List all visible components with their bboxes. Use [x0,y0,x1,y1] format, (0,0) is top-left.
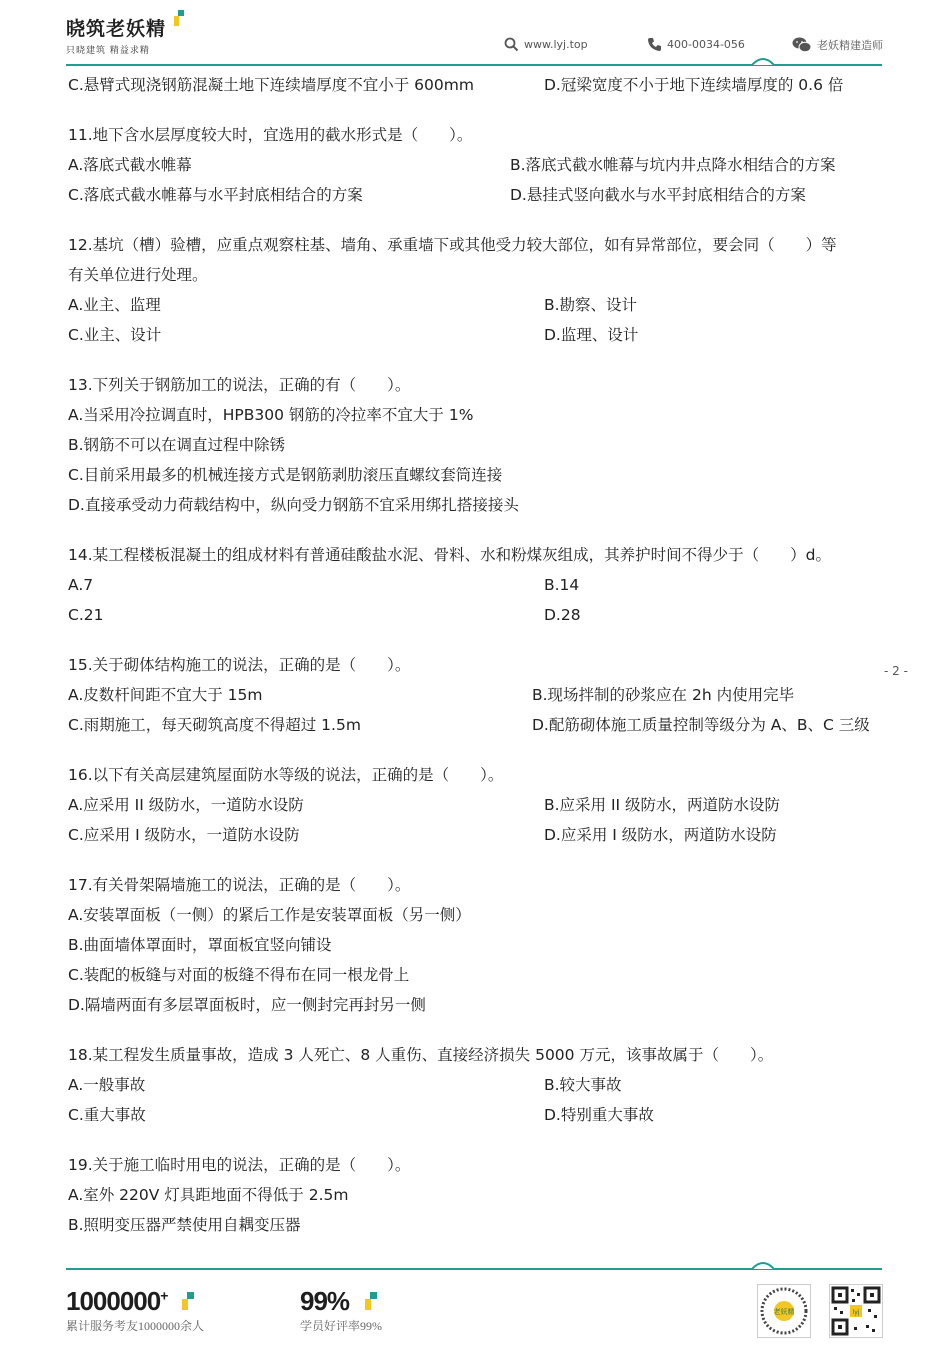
document-body [68,70,888,1240]
question-18 [68,1040,888,1130]
option-b: B.曲面墙体罩面时，罩面板宜竖向铺设 [68,936,332,954]
question-14 [68,540,888,630]
stat-users [66,1286,204,1334]
qr-logo-text: lyj [852,1309,860,1316]
option-c: C.装配的板缝与对面的板缝不得布在同一根龙骨上 [68,966,410,984]
options-grid [68,680,888,740]
flag-icon [174,10,184,26]
option-b: B.勘察、设计 [544,296,638,314]
option-a: A.室外 220V 灯具距地面不得低于 2.5m [68,1186,349,1204]
divider-notch [752,56,774,66]
phone-text: 400-0034-056 [667,38,745,51]
option-c: C.应采用 I 级防水，一道防水设防 [68,826,300,844]
mini-program-qr[interactable] [757,1284,811,1338]
option-d: D.悬挂式竖向截水与水平封底相结合的方案 [510,186,806,204]
option-c: C.雨期施工，每天砌筑高度不得超过 1.5m [68,716,361,734]
option-a: A.应采用 II 级防水，一道防水设防 [68,796,304,814]
question-text: 16.以下有关高层建筑屋面防水等级的说法，正确的是（ ）。 [68,766,504,784]
question-text: 14.某工程楼板混凝土的组成材料有普通硅酸盐水泥、骨料、水和粉煤灰组成，其养护时间不得少于（ ）d。 [68,546,831,564]
stat-value [66,1286,204,1317]
logo-title: 晓筑老妖精 [66,18,167,40]
page-header [0,0,950,70]
option-a: A.落底式截水帷幕 [68,156,192,174]
option-b: B.较大事故 [544,1076,622,1094]
wechat-qr[interactable] [829,1284,883,1338]
question-16 [68,760,888,850]
option-a: A.皮数杆间距不宜大于 15m [68,686,263,704]
question-13 [68,370,888,520]
options-grid [68,290,888,350]
stat-users-label: 累计服务考友1000000余人 [66,1319,205,1333]
option-c: C.落底式截水帷幕与水平封底相结合的方案 [68,186,363,204]
continuation-options [68,70,888,100]
option-d: D.特别重大事故 [544,1106,654,1124]
option-a: A.安装罩面板（一侧）的紧后工作是安装罩面板（另一侧） [68,906,471,924]
question-text: 18.某工程发生质量事故，造成 3 人死亡、8 人重伤、直接经济损失 5000 万元，该事故属于（ ）。 [68,1046,774,1064]
question-text: 11.地下含水层厚度较大时，宜选用的截水形式是（ ）。 [68,126,473,144]
question-text: 13.下列关于钢筋加工的说法，正确的有（ ）。 [68,376,411,394]
option-c: C.业主、设计 [68,326,162,344]
question-text: 19.关于施工临时用电的说法，正确的是（ ）。 [68,1156,411,1174]
page-number: - 2 - [884,664,908,678]
option-d: D.隔墙两面有多层罩面板时，应一侧封完再封另一侧 [68,996,426,1014]
options-grid [68,570,888,630]
option-b: B.照明变压器严禁使用自耦变压器 [68,1216,301,1234]
stat-rating-label: 学员好评率99% [300,1319,382,1333]
logo [66,14,166,56]
flag-icon [182,1292,194,1310]
website-link[interactable] [504,37,588,52]
option-b: B.14 [544,576,580,594]
qr-logo-text: 老妖精 [773,1308,795,1316]
qr-code-icon [758,1285,810,1337]
logo-subtitle: 只晓建筑 精益求精 [66,46,150,56]
divider-notch [752,1260,774,1270]
option-b: B.落底式截水帷幕与坑内井点降水相结合的方案 [510,156,836,174]
option-d: D.直接承受动力荷载结构中，纵向受力钢筋不宜采用绑扎搭接接头 [68,496,519,514]
option-a: A.7 [68,576,94,594]
option-c: C.21 [68,606,104,624]
option-b: B.现场拌制的砂浆应在 2h 内使用完毕 [532,686,795,704]
question-12 [68,230,888,350]
website-text: www.lyj.top [524,38,588,51]
option-b: B.钢筋不可以在调直过程中除锈 [68,436,286,454]
question-text: 12.基坑（槽）验槽，应重点观察柱基、墙角、承重墙下或其他受力较大部位，如有异常部位，要会同（ ）等 [68,236,837,254]
question-text-cont: 有关单位进行处理。 [68,266,208,284]
question-11 [68,120,888,210]
phone-contact[interactable] [647,37,745,52]
phone-icon [647,37,662,52]
option-c: C.重大事故 [68,1106,146,1124]
question-17 [68,870,888,1020]
option-d: D.应采用 I 级防水，两道防水设防 [544,826,777,844]
question-15 [68,650,888,740]
wechat-contact[interactable] [792,37,883,53]
question-text: 17.有关骨架隔墙施工的说法，正确的是（ ）。 [68,876,411,894]
options-grid [68,790,888,850]
question-19 [68,1150,888,1240]
option-b: B.应采用 II 级防水，两道防水设防 [544,796,781,814]
option-a: A.当采用冷拉调直时，HPB300 钢筋的冷拉率不宜大于 1% [68,406,474,424]
options-grid [68,150,888,210]
option-d: D.28 [544,606,581,624]
option-c: C.目前采用最多的机械连接方式是钢筋剥肋滚压直螺纹套筒连接 [68,466,503,484]
qr-code-icon [830,1285,882,1337]
option-d: D.监理、设计 [544,326,639,344]
option-d: D.配筋砌体施工质量控制等级分为 A、B、C 三级 [532,716,870,734]
option-d: D.冠梁宽度不小于地下连续墙厚度的 0.6 倍 [544,76,844,94]
wechat-icon [792,37,812,53]
flag-icon [365,1292,377,1310]
question-text: 15.关于砌体结构施工的说法，正确的是（ ）。 [68,656,411,674]
stat-value [300,1286,382,1317]
stat-plus: + [160,1287,168,1304]
stat-rating [300,1286,382,1334]
options-grid [68,1070,888,1130]
option-a: A.业主、监理 [68,296,161,314]
wechat-text: 老妖精建造师 [817,39,883,52]
stat-rating-number: 99% [300,1286,350,1316]
search-icon [504,37,519,52]
stat-users-number: 1000000 [66,1286,161,1316]
option-c: C.悬臂式现浇钢筋混凝土地下连续墙厚度不宜小于 600mm [68,76,474,94]
option-a: A.一般事故 [68,1076,146,1094]
